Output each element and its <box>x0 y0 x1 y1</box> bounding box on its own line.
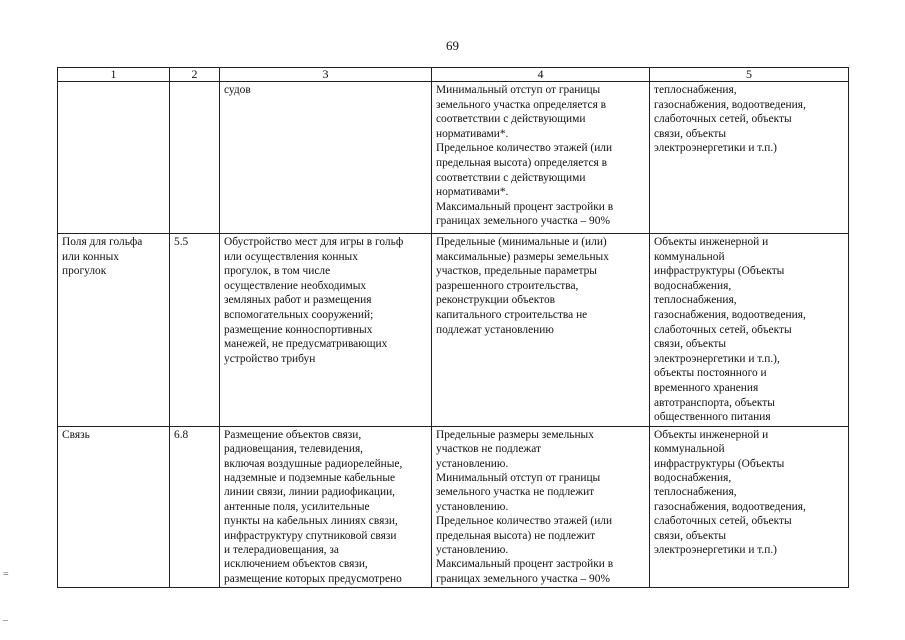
table-row <box>58 234 849 427</box>
column-header-1: 1 <box>58 68 170 82</box>
column-header-2: 2 <box>170 68 220 82</box>
margin-mark: – <box>3 615 8 626</box>
land-use-code-cell: 6.8 <box>170 426 220 587</box>
description-cell: судов <box>220 82 432 234</box>
table-row <box>58 426 849 587</box>
related-objects-cell: Объекты инженерной и коммунальной инфраструктуры (Объекты водоснабжения, теплоснабжения, газоснабжения, водоотведения, слаботочных сетей, объекты связи, объекты электроэнергетики и т.п.) <box>650 426 849 587</box>
description-cell: Обустройство мест для игры в гольф или осуществления конных прогулок, в том числе осуществление необходимых земляных работ и размещения вспомогательных сооружений; размещение конноспортивных манежей, не предусматривающих устройство трибун <box>220 234 432 427</box>
column-header-5: 5 <box>650 68 849 82</box>
table-header-row <box>58 68 849 82</box>
table-row <box>58 82 849 234</box>
description-cell: Размещение объектов связи, радиовещания, телевидения, включая воздушные радиорелейные, надземные и подземные кабельные линии связи, линии радиофикации, антенные поля, усилительные пункты на кабельных линиях связи, инфраструктуру спутниковой связи и телерадиовещания, за исключением объектов связи, размещение которых предусмотрено <box>220 426 432 587</box>
land-use-table <box>57 67 849 588</box>
parameters-cell: Предельные (минимальные и (или) максимальные) размеры земельных участков, предельные параметры разрешенного строительства, реконструкции объектов капитального строительства не подлежат установлению <box>432 234 650 427</box>
land-use-name-cell: Поля для гольфа или конных прогулок <box>58 234 170 427</box>
land-use-name-cell: Связь <box>58 426 170 587</box>
land-use-code-cell: 5.5 <box>170 234 220 427</box>
land-use-code-cell <box>170 82 220 234</box>
parameters-cell: Минимальный отступ от границы земельного участка определяется в соответствии с действующими нормативами*. Предельное количество этажей (или предельная высота) определяется в соответствии с действующими нормативами*. Максимальный процент застройки в границах земельного участка – 90% <box>432 82 650 234</box>
page-number: 69 <box>446 38 459 53</box>
column-header-3: 3 <box>220 68 432 82</box>
related-objects-cell: теплоснабжения, газоснабжения, водоотведения, слаботочных сетей, объекты связи, объекты электроэнергетики и т.п.) <box>650 82 849 234</box>
land-use-name-cell <box>58 82 170 234</box>
parameters-cell: Предельные размеры земельных участков не подлежат установлению. Минимальный отступ от границы земельного участка не подлежит установлению. Предельное количество этажей (или предельная высота) не подлежит установлению. Максимальный процент застройки в границах земельного участка – 90% <box>432 426 650 587</box>
margin-mark: = <box>3 569 9 580</box>
column-header-4: 4 <box>432 68 650 82</box>
related-objects-cell: Объекты инженерной и коммунальной инфраструктуры (Объекты водоснабжения, теплоснабжения, газоснабжения, водоотведения, слаботочных сетей, объекты связи, объекты электроэнергетики и т.п.), объекты постоянного и временного хранения автотранспорта, объекты общественного питания <box>650 234 849 427</box>
